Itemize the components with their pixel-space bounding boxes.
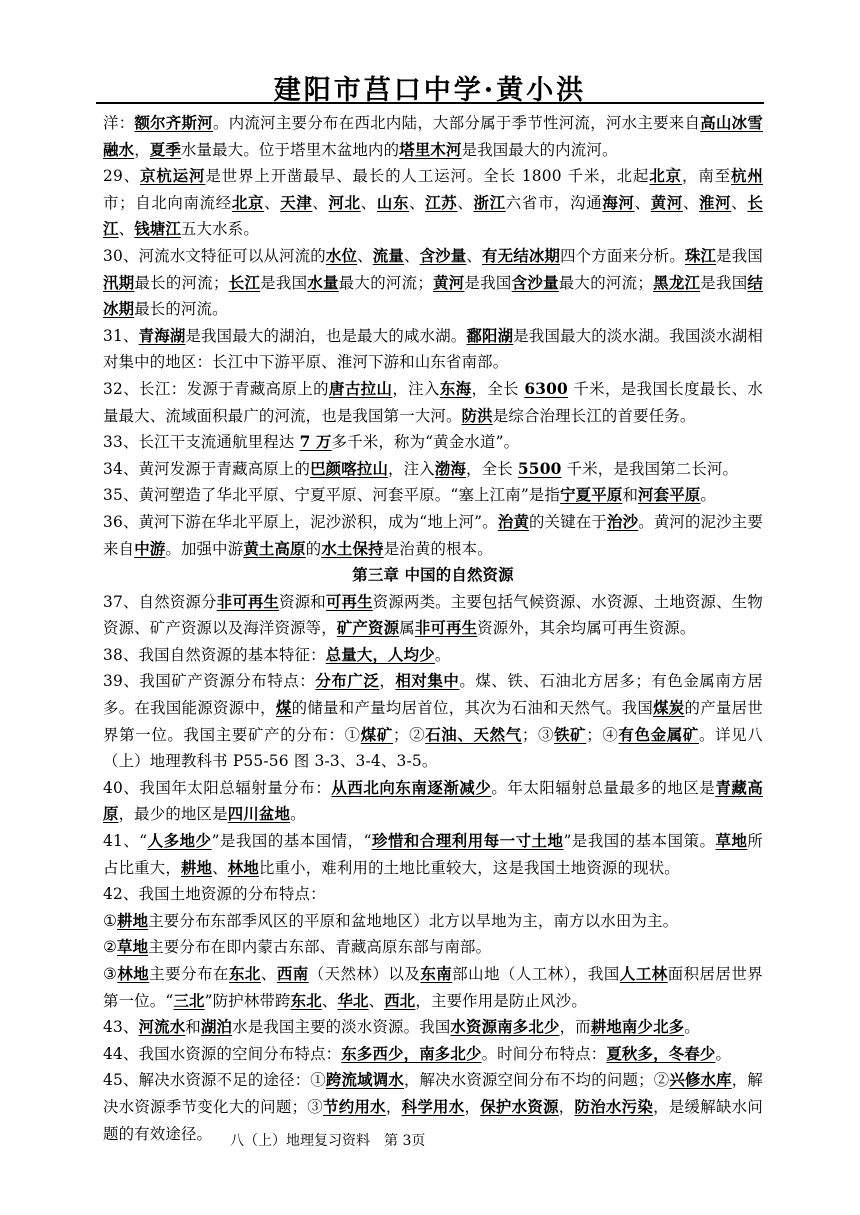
key-term: 结冰期 <box>103 273 764 319</box>
text-run: 最长的河流； <box>134 273 229 292</box>
text-run: 是我国最大的内流河。 <box>461 140 618 159</box>
text-run: 多千米，称为“黄金水道”。 <box>331 433 520 452</box>
key-term: 珍惜和合理利用每一寸土地 <box>371 832 564 851</box>
text-run: 的产量居世界第一位。我国主要矿产的分布：① <box>103 699 763 744</box>
key-term: 华北 <box>337 991 369 1010</box>
paragraph <box>103 668 763 774</box>
key-term: 耕地南少北多 <box>590 1018 685 1037</box>
text-run: 、 <box>357 246 373 265</box>
text-run: 32、长江：发源于青藏高原上的 <box>103 379 329 398</box>
text-run: 。详见八（上）地理教科书 P55-56 图 3-3、3-4、3-5。 <box>103 725 763 771</box>
text-run: ，全长 <box>471 379 525 398</box>
text-run: 水量最大。位于塔里木盆地内的 <box>180 140 400 159</box>
key-term: 煤矿 <box>360 725 393 744</box>
key-term: 北京 <box>649 167 683 186</box>
paragraph <box>103 908 763 935</box>
text-run: 、 <box>634 193 651 212</box>
key-term: 非可再生 <box>216 592 280 611</box>
text-run: ① <box>103 911 117 930</box>
key-term: 林地 <box>227 858 259 877</box>
text-run: ， <box>134 140 150 159</box>
paragraph <box>103 1041 763 1068</box>
text-run: 31、 <box>103 326 139 345</box>
text-run: 四个方面来分析。 <box>560 246 685 265</box>
key-term: 东北 <box>290 991 322 1010</box>
text-run: ；② <box>392 725 426 744</box>
paragraph <box>103 1014 763 1041</box>
key-term: 水资源南多北少 <box>450 1018 560 1037</box>
paragraph <box>103 881 763 908</box>
key-term: 分布广泛 <box>315 672 380 691</box>
paragraph <box>103 775 763 828</box>
paragraph <box>103 243 763 323</box>
key-term: 从西北向东南逐渐减少 <box>331 778 492 797</box>
key-term: 煤 <box>275 699 292 718</box>
key-term: 长江 <box>103 193 763 239</box>
paragraph <box>103 642 763 669</box>
text-run: 、 <box>466 246 483 265</box>
key-term: 四川盆地 <box>227 805 291 824</box>
paragraph <box>103 509 763 562</box>
key-term: 草地 <box>117 938 149 957</box>
text-run: ，是缓解缺水问题的有效途径。 <box>103 1097 763 1143</box>
text-run: 是我国 <box>716 246 763 265</box>
text-run: ”是我国的基本国策。 <box>563 832 716 851</box>
key-term: 7 万 <box>299 433 332 452</box>
key-term: 防洪 <box>461 406 493 425</box>
text-run: 35、黄河塑造了华北平原、宁夏平原、河套平原。“塞上江南”是指 <box>103 486 561 505</box>
key-term: 节约用水 <box>323 1097 386 1116</box>
paragraph <box>103 163 763 243</box>
text-run: 33、长江干支流通航里程达 <box>103 433 300 452</box>
key-term: 水位 <box>325 246 358 265</box>
text-run: 、 <box>118 220 135 239</box>
key-term: 杭州 <box>731 167 763 186</box>
text-run: 。 <box>290 805 306 824</box>
text-run: 是我国 <box>260 273 308 292</box>
text-run: 资源两类。主要包括气候资源、水资源、土地资源、生物资源、矿产资源以及海洋资源等， <box>103 592 763 638</box>
key-term: 中游 <box>134 539 166 558</box>
paragraph <box>103 961 763 1014</box>
key-term: 治黄 <box>497 512 530 531</box>
text-run: 和 <box>185 1018 201 1037</box>
text-run: 面积居居世界第一位。“ <box>103 965 764 1010</box>
text-run: 43、 <box>103 1018 139 1037</box>
text-run: 主要分布在即内蒙古东部、青藏高原东部与南部。 <box>148 938 492 957</box>
key-term: 浙江 <box>473 193 506 212</box>
key-term: 黑龙江 <box>652 273 701 292</box>
key-term: 夏季 <box>149 140 181 159</box>
text-run: 市；自北向南流经 <box>103 193 232 212</box>
text-run: 部山地（人工林），我国 <box>452 965 620 983</box>
text-run: 的 <box>305 539 322 558</box>
text-run: ；③ <box>521 725 555 744</box>
key-term: 兴修水库 <box>669 1071 732 1090</box>
key-term: 草地 <box>715 832 748 851</box>
key-term: 珠江 <box>684 246 717 265</box>
key-term: 湖泊 <box>200 1018 233 1037</box>
paragraph <box>103 110 763 163</box>
text-run: 、 <box>368 991 385 1010</box>
text-run: 水是我国主要的淡水资源。我国 <box>232 1018 451 1037</box>
text-run: 属 <box>399 619 415 638</box>
text-run: 。年太阳辐射总量最多的地区是 <box>491 778 716 797</box>
text-run: 。加强中游 <box>165 539 244 558</box>
key-term: 夏秋多，冬春少 <box>606 1044 716 1063</box>
text-run: 是综合治理长江的首要任务。 <box>492 406 696 425</box>
key-term: 江苏 <box>425 193 458 212</box>
paragraph <box>103 934 763 961</box>
text-run: 最大的河流； <box>558 273 653 292</box>
key-term: 唐古拉山 <box>329 379 393 398</box>
text-run: 第三章 中国的自然资源 <box>352 566 514 585</box>
text-run: 、 <box>212 858 228 877</box>
key-term: 北京 <box>231 193 265 212</box>
text-run: 是我国 <box>464 273 512 292</box>
key-term: 矿产资源 <box>336 619 400 638</box>
text-run: 主要分布在 <box>149 965 229 983</box>
key-term: 河流水 <box>138 1018 186 1037</box>
text-run: 和 <box>622 486 639 505</box>
text-run: 千米，是我国长度最长、水量最大、流域面积最广的河流，也是我国第一大河。 <box>103 379 764 425</box>
text-run: 34、黄河发源于青藏高原上的 <box>103 459 311 478</box>
key-term: 5500 <box>517 459 562 478</box>
key-term: 海河 <box>602 193 635 212</box>
key-term: 含沙量 <box>511 273 559 292</box>
key-term: 总量大，人均少 <box>325 645 435 664</box>
text-run: 36、黄河下游在华北平原上，泥沙淤积，成为“地上河”。 <box>103 512 498 531</box>
key-term: 汛期 <box>103 273 135 292</box>
key-term: 有无结冰期 <box>482 246 561 265</box>
text-run: ，而 <box>559 1018 591 1037</box>
key-term: 含沙量 <box>419 246 467 265</box>
text-run: 千米，是我国第二长河。 <box>561 459 739 478</box>
key-term: 河北 <box>328 193 361 212</box>
key-term: 相对集中 <box>395 672 460 691</box>
text-run: 39、我国矿产资源分布特点： <box>103 672 316 691</box>
text-run: ，解决水资源季节变化大的问题；③ <box>103 1071 763 1116</box>
key-term: 耕地 <box>117 911 149 930</box>
key-term: 铁矿 <box>554 725 587 744</box>
key-term: 水量 <box>307 273 339 292</box>
text-run: 五大水系。 <box>180 220 259 239</box>
text-run: 是我国最大的湖泊，也是最大的咸水湖。 <box>185 326 467 345</box>
key-term: 耕地 <box>180 858 213 877</box>
text-run: ”是我国的基本国情，“ <box>211 832 372 851</box>
paragraph <box>103 429 763 456</box>
text-run: 、 <box>260 965 277 983</box>
key-term: 鄱阳湖 <box>466 326 514 345</box>
key-term: 额尔齐斯河 <box>134 114 214 132</box>
key-term: 三北 <box>173 991 205 1010</box>
text-run: ，南至 <box>682 167 732 186</box>
text-run: 所占比重大， <box>103 832 763 877</box>
text-run: 。 <box>434 645 451 664</box>
text-run: ；④ <box>586 725 619 744</box>
key-term: 非可再生 <box>414 619 478 638</box>
key-term: 保护水资源 <box>480 1097 559 1116</box>
key-term: 高山冰雪融水 <box>103 114 763 159</box>
text-run: ，全长 <box>466 459 518 478</box>
key-term: 黄土高原 <box>243 539 306 558</box>
text-run: ，主要作用是防止风沙。 <box>415 991 587 1010</box>
key-term: 黄河 <box>432 273 465 292</box>
key-term: 东海 <box>439 379 472 398</box>
text-run: ， <box>379 672 396 691</box>
text-run: 44、我国水资源的空间分布特点： <box>103 1044 342 1063</box>
text-run: 、 <box>312 193 329 212</box>
key-term: 人多地少 <box>147 832 212 851</box>
key-term: 可再生 <box>325 592 373 611</box>
text-run: 。煤、铁、石油北方居多；有色金属南方居多。在我国能源资源中， <box>103 672 763 718</box>
text-run: （天然林）以及 <box>308 965 421 983</box>
paragraph <box>103 323 763 376</box>
text-run: 、 <box>403 246 420 265</box>
text-run: ， <box>464 1097 481 1116</box>
key-term: 河套平原 <box>638 486 701 505</box>
text-run: 、 <box>321 991 338 1010</box>
key-term: 6300 <box>524 379 568 398</box>
text-run: 40、我国年太阳总辐射量分布： <box>103 778 332 797</box>
key-term: 石油、天然气 <box>425 725 522 744</box>
text-run: 的关键在于 <box>529 512 608 531</box>
key-term: 科学用水 <box>401 1097 465 1116</box>
text-run: ，注入 <box>392 379 440 398</box>
text-run: 、 <box>731 193 748 212</box>
text-run: 六省市，沟通 <box>505 193 603 212</box>
paragraph <box>103 482 763 509</box>
text-run: 、 <box>264 193 281 212</box>
text-run: 最长的河流。 <box>134 300 228 319</box>
text-run: 资源和 <box>279 592 326 611</box>
text-run: ”防护林带跨 <box>204 991 291 1010</box>
key-term: 塔里木河 <box>399 140 462 159</box>
key-term: 钱塘江 <box>134 220 181 239</box>
text-run: 42、我国土地资源的分布特点： <box>103 885 326 904</box>
key-term: 西北 <box>384 991 416 1010</box>
text-run: 、 <box>682 193 700 212</box>
key-term: 东南 <box>420 965 453 983</box>
page-header <box>96 62 764 104</box>
key-term: 防治水污染 <box>574 1097 654 1116</box>
text-run: 30、河流水文特征可以从河流的 <box>103 246 326 265</box>
text-run: 主要分布东部季风区的平原和盆地地区）北方以旱地为主，南方以水田为主。 <box>148 911 679 930</box>
key-term: 青藏高原 <box>103 778 763 824</box>
key-term: 西南 <box>276 965 309 983</box>
key-term: 水土保持 <box>321 539 384 558</box>
key-term: 有色金属矿 <box>618 725 700 744</box>
document-body <box>103 110 763 1147</box>
text-run: 、 <box>360 193 377 212</box>
text-run: ， <box>558 1097 575 1116</box>
text-run: ，解决水资源空间分布不均的问题；② <box>403 1071 670 1090</box>
text-run: 45、解决水资源不足的途径：① <box>103 1071 326 1090</box>
text-run: 。 <box>684 1018 700 1037</box>
text-run: 。 <box>700 486 717 505</box>
key-term: 青海湖 <box>138 326 186 345</box>
text-run: 、 <box>409 193 426 212</box>
key-term: 治沙 <box>607 512 639 531</box>
key-term: 煤炭 <box>653 699 685 718</box>
text-run: ，最少的地区是 <box>118 805 228 824</box>
text-run: 。时间分布特点： <box>481 1044 607 1063</box>
paragraph <box>103 456 763 483</box>
text-run: ② <box>103 938 117 957</box>
text-run: 。 <box>715 1044 732 1063</box>
key-term: 山东 <box>376 193 410 212</box>
key-term: 东多西少，南多北少 <box>341 1044 482 1063</box>
key-term: 宁夏平原 <box>560 486 623 505</box>
key-term: 巴颜喀拉山 <box>310 459 389 478</box>
text-run: ，注入 <box>388 459 435 478</box>
text-run: 是我国 <box>700 273 748 292</box>
text-run: 是我国最大的淡水湖。我国淡水湖相对集中的地区：长江中下游平原、淮河下游和山东省南部。 <box>103 326 763 372</box>
text-run: ， <box>385 1097 402 1116</box>
page-footer: 八（上）地理复习资料 第 3页 <box>230 1133 426 1149</box>
text-run: 比重小，难利用的土地比重较大，这是我国土地资源的现状。 <box>258 858 680 877</box>
text-run: ③ <box>103 965 118 983</box>
paragraph <box>103 828 763 881</box>
key-term: 林地 <box>117 965 150 983</box>
paragraph <box>103 589 763 642</box>
text-run: 29、 <box>103 167 141 186</box>
text-run: 。黄河的泥沙主要来自 <box>103 512 763 558</box>
text-run: 38、我国自然资源的基本特征： <box>103 645 326 664</box>
key-term: 人工林 <box>619 965 668 983</box>
key-term: 京杭运河 <box>140 167 206 186</box>
paragraph <box>103 376 763 429</box>
key-term: 流量 <box>372 246 404 265</box>
key-term: 天津 <box>280 193 313 212</box>
text-run: 的储量和产量均居首位，其次为石油和天然气。我国 <box>291 699 654 718</box>
text-run: 37、自然资源分 <box>103 592 217 611</box>
text-run: 最大的河流； <box>338 273 433 292</box>
key-term: 长江 <box>228 273 261 292</box>
key-term: 黄河 <box>650 193 683 212</box>
key-term: 淮河 <box>699 193 732 212</box>
text-run: 41、“ <box>103 832 148 851</box>
text-run: 资源外，其余均属可再生资源。 <box>477 619 696 638</box>
key-term: 跨流域调水 <box>325 1071 404 1090</box>
text-run: 是世界上开凿最早、最长的人工运河。全长 1800 千米，北起 <box>205 167 650 186</box>
text-run: 是治黄的根本。 <box>383 539 493 558</box>
text-run: 、 <box>457 193 474 212</box>
chapter-heading <box>103 562 763 589</box>
header-title: 建阳市莒口中学·黄小洪 <box>273 75 587 106</box>
key-term: 东北 <box>228 965 261 983</box>
text-run: 洋： <box>103 114 135 132</box>
key-term: 渤海 <box>434 459 467 478</box>
text-run: 。内流河主要分布在西北内陆，大部分属于季节性河流，河水主要来自 <box>213 114 701 132</box>
